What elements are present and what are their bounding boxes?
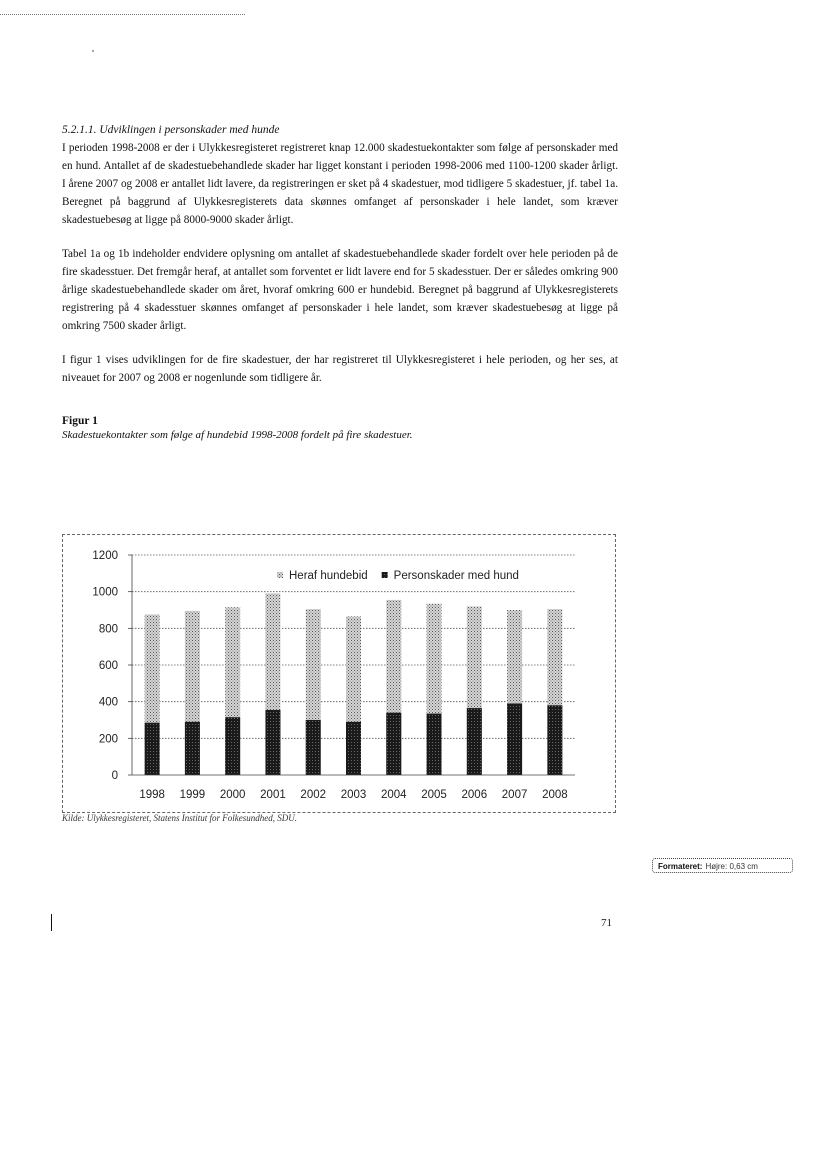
paragraph-3: I figur 1 vises udviklingen for de fire skadestuer, der har registreret til Ulykkesregisteret i hele perioden, og her ses, at niveauet for 2007 og 2008 er nogenlunde som tidligere år. [62,354,618,384]
x-tick-label: 2002 [300,789,327,801]
bar-personskader-2006 [467,708,482,775]
bar-personskader-2004 [386,713,401,775]
bar-chart [63,535,615,812]
x-tick-label: 2001 [260,789,286,801]
x-tick-label: 1998 [139,789,165,801]
section-heading: 5.2.1.1. Udviklingen i personskader med hunde [62,124,280,136]
bar-personskader-1999 [185,722,200,775]
scan-speck [92,50,94,52]
bar-personskader-2007 [507,704,522,776]
legend-swatch [382,572,388,578]
x-tick-label: 2008 [542,789,568,801]
x-tick-label: 2003 [340,789,367,801]
bar-personskader-2008 [547,705,562,775]
x-tick-label: 2004 [380,789,407,801]
x-tick-label: 2007 [501,789,528,801]
x-tick-label: 2000 [219,789,246,801]
x-tick-label: 1999 [179,789,206,801]
bar-personskader-2003 [346,722,361,775]
page-number: 71 [601,917,612,929]
chart-legend [277,570,519,582]
bar-personskader-2002 [306,720,321,775]
chart-axes [92,550,575,801]
legend-label: Heraf hundebid [289,570,368,582]
y-tick-label: 800 [98,623,118,636]
y-tick-label: 600 [98,660,118,672]
figure-source: Kilde: Ulykkesregisteret, Statens Institut for Folkesundhed, SDU. [62,813,298,823]
chart-frame [62,534,616,813]
section-body [62,124,618,447]
bar-personskader-2005 [427,714,442,775]
y-tick-label: 200 [98,733,118,746]
x-tick-label: 2006 [461,789,488,801]
format-value: Højre: 0,63 cm [705,862,758,871]
format-label: Formateret: [658,862,703,871]
legend-label: Personskader med hund [393,570,519,582]
bar-personskader-2001 [265,710,280,775]
legend-swatch [277,572,283,578]
y-tick-label: 1200 [92,550,118,562]
scan-top-dotted-line [0,14,245,15]
paragraph-2: Tabel 1a og 1b indeholder endvidere oplysning om antallet af skadestuebehandlede skader fordelt over hele perioden på de fire skadesstuer. Det fremgår heraf, at antallet som forventet er lidt lavere end for 5 skadesstuer. Der er således omkring 900 årlige skadestuebehandlede skader om året, hvoraf omkring 600 er hundebid. Beregnet på baggrund af Ulykkesregisterets registrering på 4 skadesstuer skønnes omfanget af personskader i hele landet, som kræver skadestuebesøg at ligge på omkring 7500 skader årligt. [62,248,618,332]
y-tick-label: 0 [111,770,118,782]
figure-caption: Skadestuekontakter som følge af hundebid 1998-2008 fordelt på fire skadestuer. [62,429,413,441]
y-tick-label: 1000 [92,586,118,599]
paragraph-1: I perioden 1998-2008 er der i Ulykkesregisteret registreret knap 12.000 skadestuekontakter som følge af personskader med en hund. Antallet af de skadestuebehandlede skader har ligget konstant i perioden 1998-2006 med 1100-1200 skader årligt. I årene 2007 og 2008 er antallet lidt lavere, da registreringen er sket på 4 skadestuer, mod tidligere 5 skadestuer, jf. tabel 1a. Beregnet på baggrund af Ulykkesregisterets data skønnes omfanget af personskader i hele landet, som kræver skadestuebesøg at ligge på 8000-9000 skader årligt. [62,142,618,226]
margin-change-bar [51,914,52,931]
format-comment-box[interactable] [652,858,793,873]
figure-label: Figur 1 [62,415,98,427]
y-tick-label: 400 [98,696,118,709]
chart-bars [145,594,563,776]
bar-personskader-2000 [225,717,240,775]
x-tick-label: 2005 [421,789,447,801]
bar-personskader-1998 [145,723,160,775]
